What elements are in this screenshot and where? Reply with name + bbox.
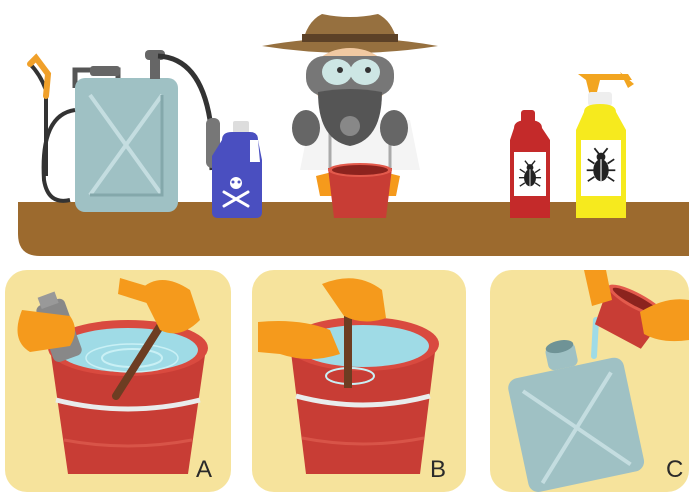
panel-c xyxy=(490,270,689,492)
yellow-spray-bottle xyxy=(576,72,634,218)
person-in-respirator xyxy=(262,14,438,218)
pressure-sprayer xyxy=(30,50,220,212)
panel-label-c: C xyxy=(666,456,684,483)
panel-label-b: B xyxy=(430,456,447,483)
red-insecticide-bottle xyxy=(510,110,550,218)
panel-label-a: A xyxy=(196,456,213,483)
skull-crossbones-icon xyxy=(230,177,242,189)
